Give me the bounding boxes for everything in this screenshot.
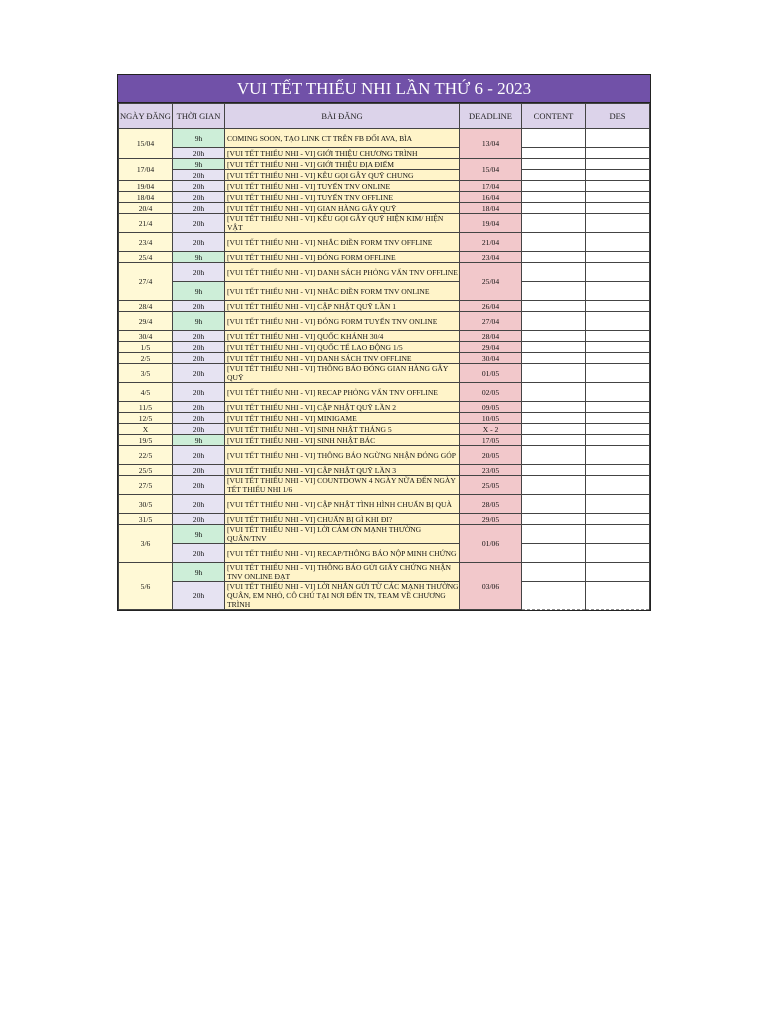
deadline-cell[interactable]: 21/04	[460, 233, 522, 252]
deadline-cell[interactable]: 17/04	[460, 181, 522, 192]
post-time-cell[interactable]: 9h	[173, 435, 225, 446]
content-cell[interactable]	[522, 282, 586, 301]
des-cell[interactable]	[586, 312, 650, 331]
des-cell[interactable]	[586, 203, 650, 214]
post-title-cell[interactable]: [VUI TẾT THIẾU NHI - VI] RECAP/THÔNG BÁO NỘP MINH CHỨNG	[225, 544, 460, 563]
content-cell[interactable]	[522, 301, 586, 312]
post-time-cell[interactable]: 20h	[173, 514, 225, 525]
des-cell[interactable]	[586, 402, 650, 413]
deadline-cell[interactable]: 13/04	[460, 129, 522, 159]
post-title-cell[interactable]: [VUI TẾT THIẾU NHI - VI] THÔNG BÁO NGỪNG NHẬN ĐÓNG GÓP	[225, 446, 460, 465]
post-date-cell[interactable]: 21/4	[119, 214, 173, 233]
post-title-cell[interactable]: [VUI TẾT THIẾU NHI - VI] CẬP NHẬT QUỸ LẦN 3	[225, 465, 460, 476]
post-time-cell[interactable]: 20h	[173, 424, 225, 435]
content-cell[interactable]	[522, 465, 586, 476]
table-row	[119, 563, 650, 582]
post-title-cell[interactable]: [VUI TẾT THIẾU NHI - VI] LỜI CẢM ƠN MẠNH THƯỜNG QUÂN/TNV	[225, 525, 460, 544]
table-row	[119, 129, 650, 148]
table-row	[119, 446, 650, 465]
table-row	[119, 353, 650, 364]
des-cell[interactable]	[586, 331, 650, 342]
table-row	[119, 331, 650, 342]
des-cell[interactable]	[586, 544, 650, 563]
des-cell[interactable]	[586, 301, 650, 312]
post-date-cell[interactable]: 29/4	[119, 312, 173, 331]
post-time-cell[interactable]: 20h	[173, 203, 225, 214]
col-header-content: CONTENT	[522, 104, 586, 129]
content-cell[interactable]	[522, 331, 586, 342]
post-date-cell[interactable]: 20/4	[119, 203, 173, 214]
table-row	[119, 181, 650, 192]
post-title-cell[interactable]: [VUI TẾT THIẾU NHI - VI] DANH SÁCH TNV OFFLINE	[225, 353, 460, 364]
post-title-cell[interactable]: [VUI TẾT THIẾU NHI - VI] NHẮC ĐIỀN FORM TNV ONLINE	[225, 282, 460, 301]
post-date-cell[interactable]: 25/5	[119, 465, 173, 476]
content-cell[interactable]	[522, 148, 586, 159]
des-cell[interactable]	[586, 263, 650, 282]
post-date-cell[interactable]: X	[119, 424, 173, 435]
header-row	[119, 104, 650, 129]
table-row	[119, 170, 650, 181]
post-title-cell[interactable]: [VUI TẾT THIẾU NHI - VI] SINH NHẬT BÁC	[225, 435, 460, 446]
post-time-cell[interactable]: 20h	[173, 192, 225, 203]
deadline-cell[interactable]: 15/04	[460, 159, 522, 181]
post-title-cell[interactable]: [VUI TẾT THIẾU NHI - VI] TUYỂN TNV ONLINE	[225, 181, 460, 192]
des-cell[interactable]	[586, 495, 650, 514]
post-date-cell[interactable]: 30/4	[119, 331, 173, 342]
deadline-cell[interactable]: 01/05	[460, 364, 522, 383]
content-cell[interactable]	[522, 413, 586, 424]
post-time-cell[interactable]: 20h	[173, 446, 225, 465]
des-cell[interactable]	[586, 383, 650, 402]
table-row	[119, 525, 650, 544]
deadline-cell[interactable]: 23/04	[460, 252, 522, 263]
des-cell[interactable]	[586, 170, 650, 181]
post-time-cell[interactable]: 20h	[173, 364, 225, 383]
post-title-cell[interactable]: [VUI TẾT THIẾU NHI - VI] QUỐC TẾ LAO ĐỘNG 1/5	[225, 342, 460, 353]
deadline-cell[interactable]: 23/05	[460, 465, 522, 476]
deadline-cell[interactable]: 18/04	[460, 203, 522, 214]
table-row	[119, 402, 650, 413]
post-title-cell[interactable]: [VUI TẾT THIẾU NHI - VI] QUỐC KHÁNH 30/4	[225, 331, 460, 342]
table-row	[119, 192, 650, 203]
post-date-cell[interactable]: 19/04	[119, 181, 173, 192]
post-title-cell[interactable]: [VUI TẾT THIẾU NHI - VI] KÊU GỌI GÂY QUỸ HIỆN KIM/ HIỆN VẬT	[225, 214, 460, 233]
content-cell[interactable]	[522, 364, 586, 383]
post-date-cell[interactable]: 15/04	[119, 129, 173, 159]
des-cell[interactable]	[586, 181, 650, 192]
post-time-cell[interactable]: 20h	[173, 170, 225, 181]
deadline-cell[interactable]: 29/05	[460, 514, 522, 525]
des-cell[interactable]	[586, 159, 650, 170]
post-title-cell[interactable]: [VUI TẾT THIẾU NHI - VI] RECAP PHỎNG VẤN TNV OFFLINE	[225, 383, 460, 402]
post-date-cell[interactable]: 19/5	[119, 435, 173, 446]
content-cell[interactable]	[522, 383, 586, 402]
table-row	[119, 252, 650, 263]
des-cell[interactable]	[586, 525, 650, 544]
post-title-cell[interactable]: [VUI TẾT THIẾU NHI - VI] KÊU GỌI GÂY QUỸ CHUNG	[225, 170, 460, 181]
deadline-cell[interactable]: 26/04	[460, 301, 522, 312]
content-cell[interactable]	[522, 525, 586, 544]
post-date-cell[interactable]: 4/5	[119, 383, 173, 402]
post-title-cell[interactable]: [VUI TẾT THIẾU NHI - VI] SINH NHẬT THÁNG 5	[225, 424, 460, 435]
post-title-cell[interactable]: [VUI TẾT THIẾU NHI - VI] CẬP NHẬT QUỸ LẦN 2	[225, 402, 460, 413]
des-cell[interactable]	[586, 413, 650, 424]
post-title-cell[interactable]: [VUI TẾT THIẾU NHI - VI] DANH SÁCH PHỎNG VẤN TNV OFFLINE	[225, 263, 460, 282]
post-time-cell[interactable]: 9h	[173, 563, 225, 582]
deadline-cell[interactable]: 19/04	[460, 214, 522, 233]
post-time-cell[interactable]: 9h	[173, 252, 225, 263]
post-title-cell[interactable]: [VUI TẾT THIẾU NHI - VI] CẬP NHẬT TÌNH HÌNH CHUẨN BỊ QUÀ	[225, 495, 460, 514]
deadline-cell[interactable]: 20/05	[460, 446, 522, 465]
table-row	[119, 465, 650, 476]
content-cell[interactable]	[522, 582, 586, 610]
content-cell[interactable]	[522, 495, 586, 514]
deadline-cell[interactable]: 25/04	[460, 263, 522, 301]
post-date-cell[interactable]: 25/4	[119, 252, 173, 263]
des-cell[interactable]	[586, 214, 650, 233]
table-row	[119, 435, 650, 446]
post-title-cell[interactable]: [VUI TẾT THIẾU NHI - VI] ĐÓNG FORM TUYỂN TNV ONLINE	[225, 312, 460, 331]
des-cell[interactable]	[586, 353, 650, 364]
post-title-cell[interactable]: [VUI TẾT THIẾU NHI - VI] GIỚI THIỆU CHƯƠNG TRÌNH	[225, 148, 460, 159]
des-cell[interactable]	[586, 476, 650, 495]
content-cell[interactable]	[522, 544, 586, 563]
post-title-cell[interactable]: [VUI TẾT THIẾU NHI - VI] NHẮC ĐIỀN FORM TNV OFFLINE	[225, 233, 460, 252]
post-date-cell[interactable]: 12/5	[119, 413, 173, 424]
post-date-cell[interactable]: 17/04	[119, 159, 173, 181]
des-cell[interactable]	[586, 514, 650, 525]
content-cell[interactable]	[522, 514, 586, 525]
deadline-cell[interactable]: 09/05	[460, 402, 522, 413]
post-date-cell[interactable]: 2/5	[119, 353, 173, 364]
des-cell[interactable]	[586, 252, 650, 263]
col-header-post: BÀI ĐĂNG	[225, 104, 460, 129]
content-cell[interactable]	[522, 563, 586, 582]
deadline-cell[interactable]: 28/04	[460, 331, 522, 342]
deadline-cell[interactable]: 30/04	[460, 353, 522, 364]
des-cell[interactable]	[586, 148, 650, 159]
post-date-cell[interactable]: 5/6	[119, 563, 173, 610]
table-row	[119, 476, 650, 495]
table-row	[119, 544, 650, 563]
content-cell[interactable]	[522, 435, 586, 446]
table-row	[119, 364, 650, 383]
post-time-cell[interactable]: 20h	[173, 148, 225, 159]
post-date-cell[interactable]: 3/6	[119, 525, 173, 563]
content-cell[interactable]	[522, 203, 586, 214]
post-date-cell[interactable]: 3/5	[119, 364, 173, 383]
post-time-cell[interactable]: 20h	[173, 353, 225, 364]
post-title-cell[interactable]: [VUI TẾT THIẾU NHI - VI] TUYỂN TNV OFFLINE	[225, 192, 460, 203]
deadline-cell[interactable]: 10/05	[460, 413, 522, 424]
post-time-cell[interactable]: 20h	[173, 233, 225, 252]
des-cell[interactable]	[586, 233, 650, 252]
content-cell[interactable]	[522, 233, 586, 252]
col-header-time: THỜI GIAN	[173, 104, 225, 129]
post-time-cell[interactable]: 20h	[173, 383, 225, 402]
post-date-cell[interactable]: 11/5	[119, 402, 173, 413]
des-cell[interactable]	[586, 582, 650, 610]
table-row	[119, 148, 650, 159]
post-time-cell[interactable]: 20h	[173, 331, 225, 342]
deadline-cell[interactable]: 27/04	[460, 312, 522, 331]
content-cell[interactable]	[522, 192, 586, 203]
post-title-cell[interactable]: [VUI TẾT THIẾU NHI - VI] GIAN HÀNG GÂY QUỸ	[225, 203, 460, 214]
schedule-sheet	[117, 74, 651, 611]
table-row	[119, 159, 650, 170]
table-row	[119, 582, 650, 610]
content-cell[interactable]	[522, 170, 586, 181]
table-row	[119, 342, 650, 353]
post-time-cell[interactable]: 9h	[173, 129, 225, 148]
post-date-cell[interactable]: 22/5	[119, 446, 173, 465]
content-cell[interactable]	[522, 424, 586, 435]
post-time-cell[interactable]: 9h	[173, 525, 225, 544]
post-time-cell[interactable]: 20h	[173, 181, 225, 192]
post-time-cell[interactable]: 20h	[173, 342, 225, 353]
table-row	[119, 495, 650, 514]
content-cell[interactable]	[522, 476, 586, 495]
post-title-cell[interactable]: COMING SOON, TẠO LINK CT TRÊN FB ĐỔI AVA, BÌA	[225, 129, 460, 148]
post-title-cell[interactable]: [VUI TẾT THIẾU NHI - VI] THÔNG BÁO GỬI GIẤY CHỨNG NHẬN TNV ONLINE ĐẠT	[225, 563, 460, 582]
deadline-cell[interactable]: 17/05	[460, 435, 522, 446]
content-cell[interactable]	[522, 263, 586, 282]
post-time-cell[interactable]: 20h	[173, 301, 225, 312]
deadline-cell[interactable]: X - 2	[460, 424, 522, 435]
deadline-cell[interactable]: 03/06	[460, 563, 522, 610]
col-header-day: NGÀY ĐĂNG	[119, 104, 173, 129]
des-cell[interactable]	[586, 435, 650, 446]
content-cell[interactable]	[522, 252, 586, 263]
content-cell[interactable]	[522, 402, 586, 413]
content-cell[interactable]	[522, 129, 586, 148]
table-row	[119, 203, 650, 214]
sheet-title: VUI TẾT THIẾU NHI LẦN THỨ 6 - 2023	[118, 75, 650, 103]
des-cell[interactable]	[586, 465, 650, 476]
post-time-cell[interactable]: 20h	[173, 465, 225, 476]
des-cell[interactable]	[586, 192, 650, 203]
table-row	[119, 214, 650, 233]
post-time-cell[interactable]: 9h	[173, 312, 225, 331]
post-date-cell[interactable]: 23/4	[119, 233, 173, 252]
content-cell[interactable]	[522, 181, 586, 192]
post-title-cell[interactable]: [VUI TẾT THIẾU NHI - VI] GIỚI THIỆU ĐỊA ĐIỂM	[225, 159, 460, 170]
table-row	[119, 514, 650, 525]
post-time-cell[interactable]: 20h	[173, 413, 225, 424]
table-row	[119, 312, 650, 331]
post-date-cell[interactable]: 30/5	[119, 495, 173, 514]
deadline-cell[interactable]: 01/06	[460, 525, 522, 563]
des-cell[interactable]	[586, 446, 650, 465]
content-cell[interactable]	[522, 342, 586, 353]
table-row	[119, 282, 650, 301]
post-time-cell[interactable]: 20h	[173, 582, 225, 610]
content-cell[interactable]	[522, 214, 586, 233]
deadline-cell[interactable]: 02/05	[460, 383, 522, 402]
post-date-cell[interactable]: 31/5	[119, 514, 173, 525]
post-time-cell[interactable]: 20h	[173, 402, 225, 413]
col-header-deadline: DEADLINE	[460, 104, 522, 129]
post-date-cell[interactable]: 27/5	[119, 476, 173, 495]
table-row	[119, 301, 650, 312]
post-title-cell[interactable]: [VUI TẾT THIẾU NHI - VI] CHUẨN BỊ GÌ KHI ĐI?	[225, 514, 460, 525]
deadline-cell[interactable]: 25/05	[460, 476, 522, 495]
post-date-cell[interactable]: 27/4	[119, 263, 173, 301]
post-date-cell[interactable]: 1/5	[119, 342, 173, 353]
des-cell[interactable]	[586, 129, 650, 148]
table-row	[119, 263, 650, 282]
post-title-cell[interactable]: [VUI TẾT THIẾU NHI - VI] THÔNG BÁO ĐÓNG GIAN HÀNG GÂY QUỸ	[225, 364, 460, 383]
table-row	[119, 413, 650, 424]
post-title-cell[interactable]: [VUI TẾT THIẾU NHI - VI] LỜI NHẮN GỬI TỪ CÁC MẠNH THƯỜNG QUÂN, EM NHỎ, CÔ CHÚ TẠI NƠI ĐẾN TN, TEAM VỀ CHƯƠNG TRÌNH	[225, 582, 460, 610]
post-time-cell[interactable]: 20h	[173, 263, 225, 282]
des-cell[interactable]	[586, 342, 650, 353]
content-cell[interactable]	[522, 446, 586, 465]
deadline-cell[interactable]: 29/04	[460, 342, 522, 353]
content-cell[interactable]	[522, 312, 586, 331]
post-date-cell[interactable]: 28/4	[119, 301, 173, 312]
table-row	[119, 383, 650, 402]
post-title-cell[interactable]: [VUI TẾT THIẾU NHI - VI] MINIGAME	[225, 413, 460, 424]
des-cell[interactable]	[586, 364, 650, 383]
post-title-cell[interactable]: [VUI TẾT THIẾU NHI - VI] ĐÓNG FORM OFFLINE	[225, 252, 460, 263]
table-row	[119, 424, 650, 435]
post-date-cell[interactable]: 18/04	[119, 192, 173, 203]
post-time-cell[interactable]: 20h	[173, 495, 225, 514]
post-title-cell[interactable]: [VUI TẾT THIẾU NHI - VI] COUNTDOWN 4 NGÀY NỮA ĐẾN NGÀY TẾT THIẾU NHI 1/6	[225, 476, 460, 495]
post-title-cell[interactable]: [VUI TẾT THIẾU NHI - VI] CẬP NHẬT QUỸ LẦN 1	[225, 301, 460, 312]
des-cell[interactable]	[586, 282, 650, 301]
post-time-cell[interactable]: 9h	[173, 159, 225, 170]
col-header-des: DES	[586, 104, 650, 129]
schedule-table	[118, 103, 650, 610]
post-time-cell[interactable]: 9h	[173, 282, 225, 301]
post-time-cell[interactable]: 20h	[173, 476, 225, 495]
des-cell[interactable]	[586, 563, 650, 582]
post-time-cell[interactable]: 20h	[173, 214, 225, 233]
content-cell[interactable]	[522, 353, 586, 364]
deadline-cell[interactable]: 16/04	[460, 192, 522, 203]
des-cell[interactable]	[586, 424, 650, 435]
post-time-cell[interactable]: 20h	[173, 544, 225, 563]
table-row	[119, 233, 650, 252]
content-cell[interactable]	[522, 159, 586, 170]
deadline-cell[interactable]: 28/05	[460, 495, 522, 514]
